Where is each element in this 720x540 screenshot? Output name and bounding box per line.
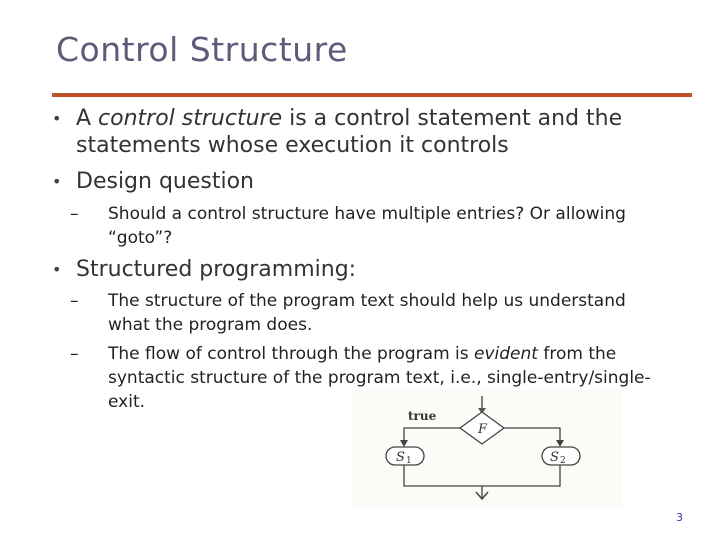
bullet-icon: • bbox=[52, 260, 62, 279]
dash-icon: – bbox=[70, 344, 79, 364]
condition-label: F bbox=[478, 422, 488, 437]
sub-bullet-prefix: The flow of control through the program is bbox=[108, 344, 475, 364]
bullet-text-prefix: A bbox=[76, 106, 99, 131]
bullet-text-suffix: is a control statement and the statements whose execution it controls bbox=[76, 106, 623, 158]
s1-box bbox=[386, 447, 424, 465]
bullet-icon: • bbox=[52, 109, 62, 128]
bullet-text: Structured programming: bbox=[76, 257, 357, 282]
left-branch-arrowhead bbox=[400, 440, 408, 447]
bullet-design-question bbox=[52, 168, 672, 195]
bullet-text bbox=[76, 105, 672, 159]
s2-subscript: 2 bbox=[560, 456, 566, 466]
sub-bullet-entries bbox=[70, 202, 670, 250]
bullet-emphasis: control structure bbox=[98, 106, 283, 131]
bullet-icon: • bbox=[52, 172, 62, 191]
s1-label: S bbox=[396, 450, 405, 465]
left-merge-line bbox=[404, 465, 482, 486]
sub-bullet-suffix: from the syntactic structure of the program text, i.e., single-entry/single-exit. bbox=[108, 344, 651, 412]
bullet-text: Design question bbox=[76, 169, 254, 194]
flowchart-diagram bbox=[352, 390, 622, 508]
s1-subscript: 1 bbox=[406, 456, 412, 466]
right-branch-line bbox=[504, 428, 560, 442]
dash-icon: – bbox=[70, 291, 79, 311]
bullet-control-structure bbox=[52, 105, 672, 159]
left-branch-line bbox=[404, 428, 460, 442]
bullet-structured-programming bbox=[52, 256, 672, 283]
page-number: 3 bbox=[676, 511, 683, 524]
sub-bullet-text: The structure of the program text should help us understand what the program does. bbox=[108, 291, 626, 335]
s2-label: S bbox=[550, 450, 559, 465]
sub-bullet-program-text bbox=[70, 289, 670, 337]
sub-bullet-emphasis: evident bbox=[474, 344, 538, 364]
slide-title: Control Structure bbox=[56, 30, 348, 69]
right-merge-line bbox=[482, 465, 560, 486]
right-branch-arrowhead bbox=[556, 440, 564, 447]
flowchart-svg bbox=[352, 390, 622, 508]
sub-bullet-text: Should a control structure have multiple entries? Or allowing “goto”? bbox=[108, 204, 626, 248]
title-divider bbox=[52, 93, 692, 97]
dash-icon: – bbox=[70, 204, 79, 224]
true-label: true bbox=[408, 409, 437, 423]
